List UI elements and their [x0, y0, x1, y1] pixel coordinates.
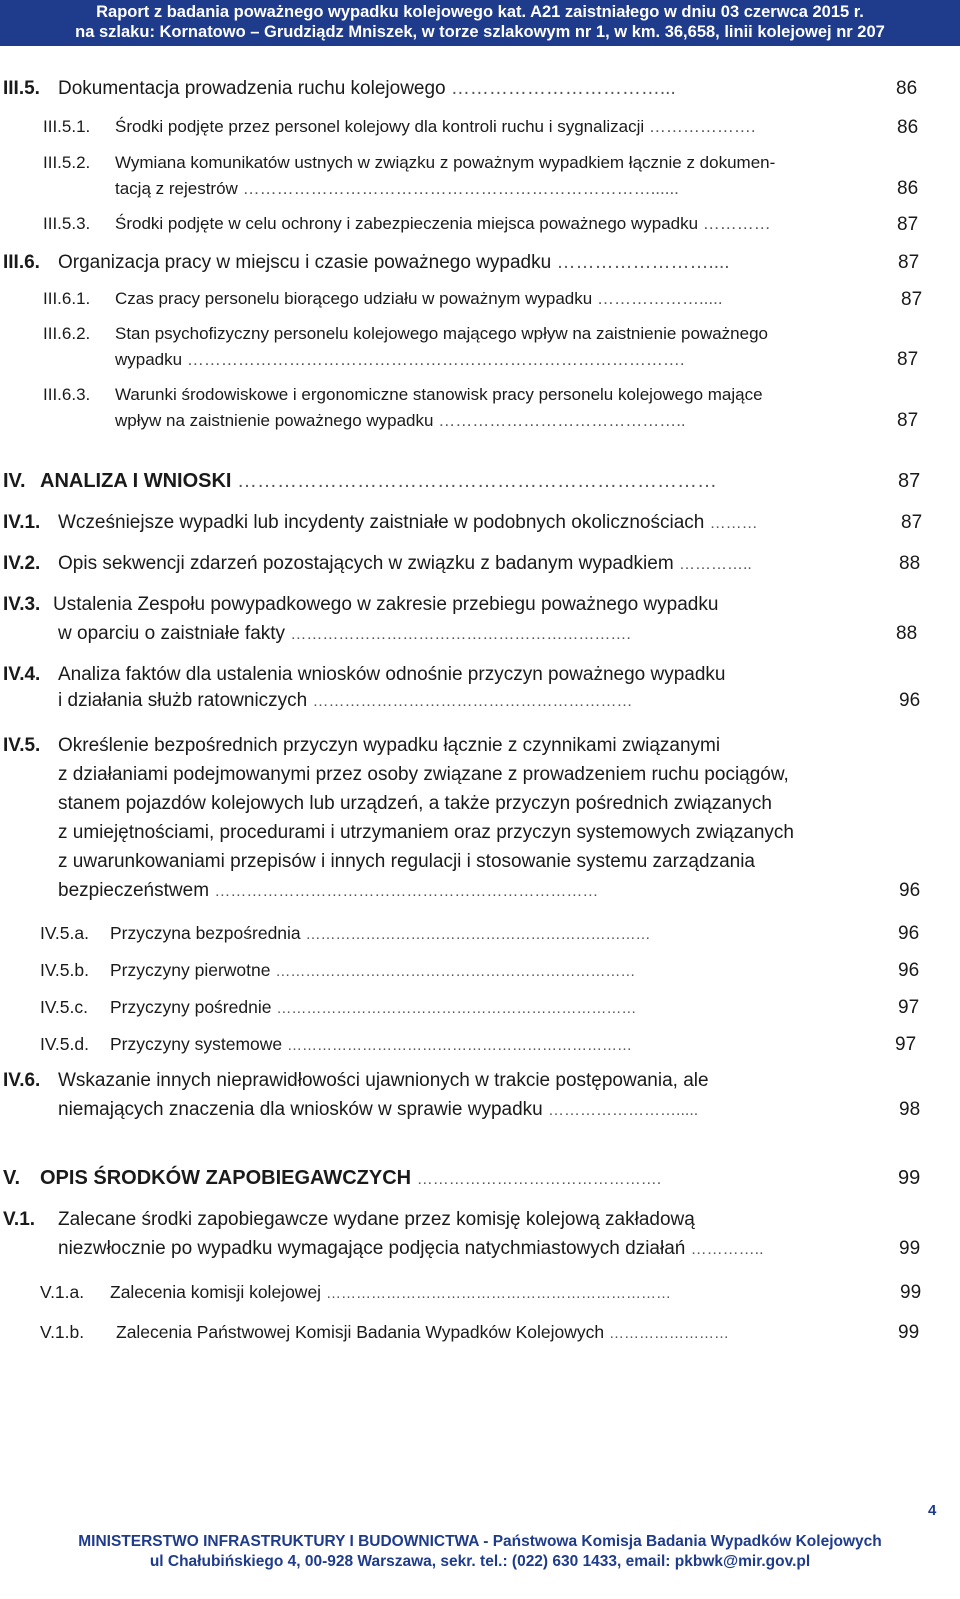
- toc-page: 87: [897, 214, 919, 235]
- toc-title: Czas pracy personelu biorącego udziału w poważnym wypadku ……………….....: [115, 289, 723, 308]
- toc-page: 96: [899, 880, 921, 901]
- toc-title-continued: tacją z rejestrów ………………………………………………………………......: [115, 179, 679, 198]
- toc-entry[interactable]: [40, 997, 930, 1019]
- page-number: 4: [928, 1502, 937, 1519]
- toc-number: IV.: [3, 470, 26, 492]
- toc-title: Dokumentacja prowadzenia ruchu kolejowego ……………………………...: [58, 78, 676, 99]
- toc-entry[interactable]: [3, 252, 923, 276]
- toc-entry[interactable]: [43, 385, 933, 435]
- toc-title: Zalecane środki zapobiegawcze wydane przez komisję kolejową zakładową: [58, 1209, 695, 1230]
- toc-entry[interactable]: [3, 735, 923, 907]
- toc-page: 96: [898, 923, 920, 944]
- toc-number: IV.5.: [3, 735, 41, 756]
- toc-entry[interactable]: [43, 214, 933, 236]
- toc-title: Przyczyny systemowe ……………………………………………………………: [110, 1034, 632, 1054]
- toc-page: 86: [897, 117, 919, 138]
- toc-page: 97: [895, 1034, 917, 1055]
- toc-page: 87: [901, 289, 923, 310]
- toc-entry[interactable]: [3, 594, 923, 648]
- toc-entry[interactable]: [43, 153, 933, 203]
- toc-entry[interactable]: [3, 470, 923, 496]
- toc-page: 87: [901, 512, 923, 533]
- toc-entry[interactable]: [40, 923, 930, 945]
- toc-number: IV.5.c.: [40, 997, 88, 1017]
- toc-title: OPIS ŚRODKÓW ZAPOBIEGAWCZYCH ……………………………………….: [40, 1167, 662, 1189]
- toc-title: Środki podjęte przez personel kolejowy dla kontroli ruchu i sygnalizacji ……………….: [115, 117, 756, 136]
- toc-number: V.1.b.: [40, 1322, 85, 1342]
- toc-page: 86: [897, 178, 919, 199]
- toc-page: 99: [899, 1238, 921, 1259]
- toc-entry[interactable]: [43, 117, 933, 139]
- toc-title-continued: wypadku …………………………………………………………………………….: [115, 350, 685, 369]
- toc-entry[interactable]: [3, 1209, 923, 1263]
- toc-title: Zalecenia Państwowej Komisji Badania Wypadków Kolejowych ……………………: [116, 1322, 730, 1342]
- toc-number: V.1.: [3, 1209, 36, 1230]
- toc-number: III.5.: [3, 78, 40, 99]
- toc-number: III.6.3.: [43, 385, 91, 404]
- toc-title: Organizacja pracy w miejscu i czasie poważnego wypadku ……………………....: [58, 252, 730, 273]
- toc-number: III.5.3.: [43, 214, 91, 233]
- toc-title-continued: i działania służb ratowniczych ……………………………………………………: [58, 690, 633, 711]
- toc-entry[interactable]: [43, 324, 933, 374]
- toc-page: 88: [899, 553, 921, 574]
- toc-title-continued: z umiejętnościami, procedurami i utrzymaniem oraz przyczyn systemowych związanych: [58, 822, 794, 843]
- toc-number: III.6.2.: [43, 324, 91, 343]
- toc-number: IV.5.b.: [40, 960, 89, 980]
- footer-line-1: MINISTERSTWO INFRASTRUKTURY I BUDOWNICTWA - Państwowa Komisja Badania Wypadków Kolejowych: [78, 1533, 882, 1550]
- toc-title: Wcześniejsze wypadki lub incydenty zaistniałe w podobnych okolicznościach ………: [58, 512, 758, 533]
- toc-title: Warunki środowiskowe i ergonomiczne stanowisk pracy personelu kolejowego mające: [115, 385, 763, 404]
- toc-title: ANALIZA I WNIOSKI ………………………………………………………………: [40, 470, 718, 492]
- toc-title-continued: niemających znaczenia dla wniosków w sprawie wypadku …………………….....: [58, 1099, 699, 1120]
- toc-number: IV.3.: [3, 594, 41, 615]
- footer-line-2: ul Chałubińskiego 4, 00-928 Warszawa, sekr. tel.: (022) 630 1433, email: pkbwk@mir.gov.pl: [149, 1553, 811, 1570]
- toc-title: Zalecenia komisji kolejowej ……………………………………………………………: [110, 1282, 671, 1302]
- header-line-2: na szlaku: Kornatowo – Grudziądz Mniszek, w torze szlakowym nr 1, w km. 36,658, linii kolejowej nr 207: [75, 23, 885, 41]
- toc-title-continued: niezwłocznie po wypadku wymagające podjęcia natychmiastowych działań …………..: [58, 1238, 764, 1259]
- toc-title: Analiza faktów dla ustalenia wniosków odnośnie przyczyn poważnego wypadku: [58, 664, 726, 685]
- toc-number: III.5.1.: [43, 117, 91, 136]
- toc-number: IV.6.: [3, 1070, 41, 1091]
- toc-page: 98: [899, 1099, 921, 1120]
- toc-number: IV.1.: [3, 512, 41, 533]
- header-line-1: Raport z badania poważnego wypadku kolejowego kat. A21 zaistniałego w dniu 03 czerwca 2015 r.: [96, 3, 864, 21]
- toc-title: Przyczyny pośrednie ………………………………………………………………: [110, 997, 637, 1017]
- toc-title: Ustalenia Zespołu powypadkowego w zakresie przebiegu poważnego wypadku: [53, 594, 719, 615]
- toc-title: Wymiana komunikatów ustnych w związku z poważnym wypadkiem łącznie z dokumen-: [115, 153, 776, 172]
- toc-entry[interactable]: [40, 1282, 930, 1304]
- toc-entry[interactable]: [3, 553, 923, 577]
- toc-page: 87: [897, 349, 919, 370]
- toc-number: III.6.1.: [43, 289, 91, 308]
- toc-page: 99: [900, 1282, 922, 1303]
- toc-number: IV.5.d.: [40, 1034, 89, 1054]
- toc-page: 87: [898, 252, 920, 273]
- toc-title-continued: w oparciu o zaistniałe fakty ……………………………………………………….: [58, 623, 631, 644]
- toc-page: 86: [896, 78, 918, 99]
- toc-number: III.6.: [3, 252, 40, 273]
- toc-page: 96: [898, 960, 920, 981]
- toc-entry[interactable]: [3, 78, 923, 102]
- toc-number: IV.4.: [3, 664, 41, 685]
- toc-entry[interactable]: [3, 1167, 923, 1193]
- toc-entry[interactable]: [40, 1034, 930, 1056]
- toc-page: 87: [897, 410, 919, 431]
- toc-title-continued: wpływ na zaistnienie poważnego wypadku ……………………………………..: [115, 411, 686, 430]
- toc-page: 88: [896, 623, 918, 644]
- toc-title: Przyczyny pierwotne ………………………………………………………………: [110, 960, 636, 980]
- toc-number: IV.5.a.: [40, 923, 89, 943]
- toc-page: 99: [898, 1322, 920, 1343]
- toc-number: IV.2.: [3, 553, 41, 574]
- toc-entry[interactable]: [3, 1070, 923, 1124]
- toc-page: 99: [898, 1167, 921, 1189]
- report-header: [0, 0, 960, 46]
- toc-title: Stan psychofizyczny personelu kolejowego mającego wpływ na zaistnienie poważnego: [115, 324, 768, 343]
- toc-entry[interactable]: [40, 1322, 930, 1344]
- toc-title-continued: z działaniami podejmowanymi przez osoby związane z prowadzeniem ruchu pociągów,: [58, 764, 789, 785]
- toc-title: Określenie bezpośrednich przyczyn wypadku łącznie z czynnikami związanymi: [58, 735, 721, 756]
- toc-page: 96: [899, 690, 921, 711]
- toc-entry[interactable]: [3, 664, 923, 718]
- toc-title: Wskazanie innych nieprawidłowości ujawnionych w trakcie postępowania, ale: [58, 1070, 709, 1091]
- toc-number: V.1.a.: [40, 1282, 85, 1302]
- toc-title-continued: z uwarunkowaniami przepisów i innych regulacji i stosowanie systemu zarządzania: [58, 851, 755, 872]
- toc-title-continued: stanem pojazdów kolejowych lub urządzeń, a także przyczyn pośrednich związanych: [58, 793, 772, 814]
- toc-title: Przyczyna bezpośrednia ……………………………………………………………: [110, 923, 651, 943]
- toc-title-continued: bezpieczeństwem ………………………………………………………………: [58, 880, 599, 901]
- toc-number: III.5.2.: [43, 153, 91, 172]
- toc-title: Środki podjęte w celu ochrony i zabezpieczenia miejsca poważnego wypadku …………: [115, 214, 771, 233]
- toc-title: Opis sekwencji zdarzeń pozostających w związku z badanym wypadkiem …………..: [58, 553, 752, 574]
- toc-number: V.: [3, 1167, 21, 1189]
- toc-page: 97: [898, 997, 920, 1018]
- toc-entry[interactable]: [3, 512, 923, 536]
- toc-entry[interactable]: [43, 289, 933, 311]
- toc-entry[interactable]: [40, 960, 930, 982]
- toc-page: 87: [898, 470, 921, 492]
